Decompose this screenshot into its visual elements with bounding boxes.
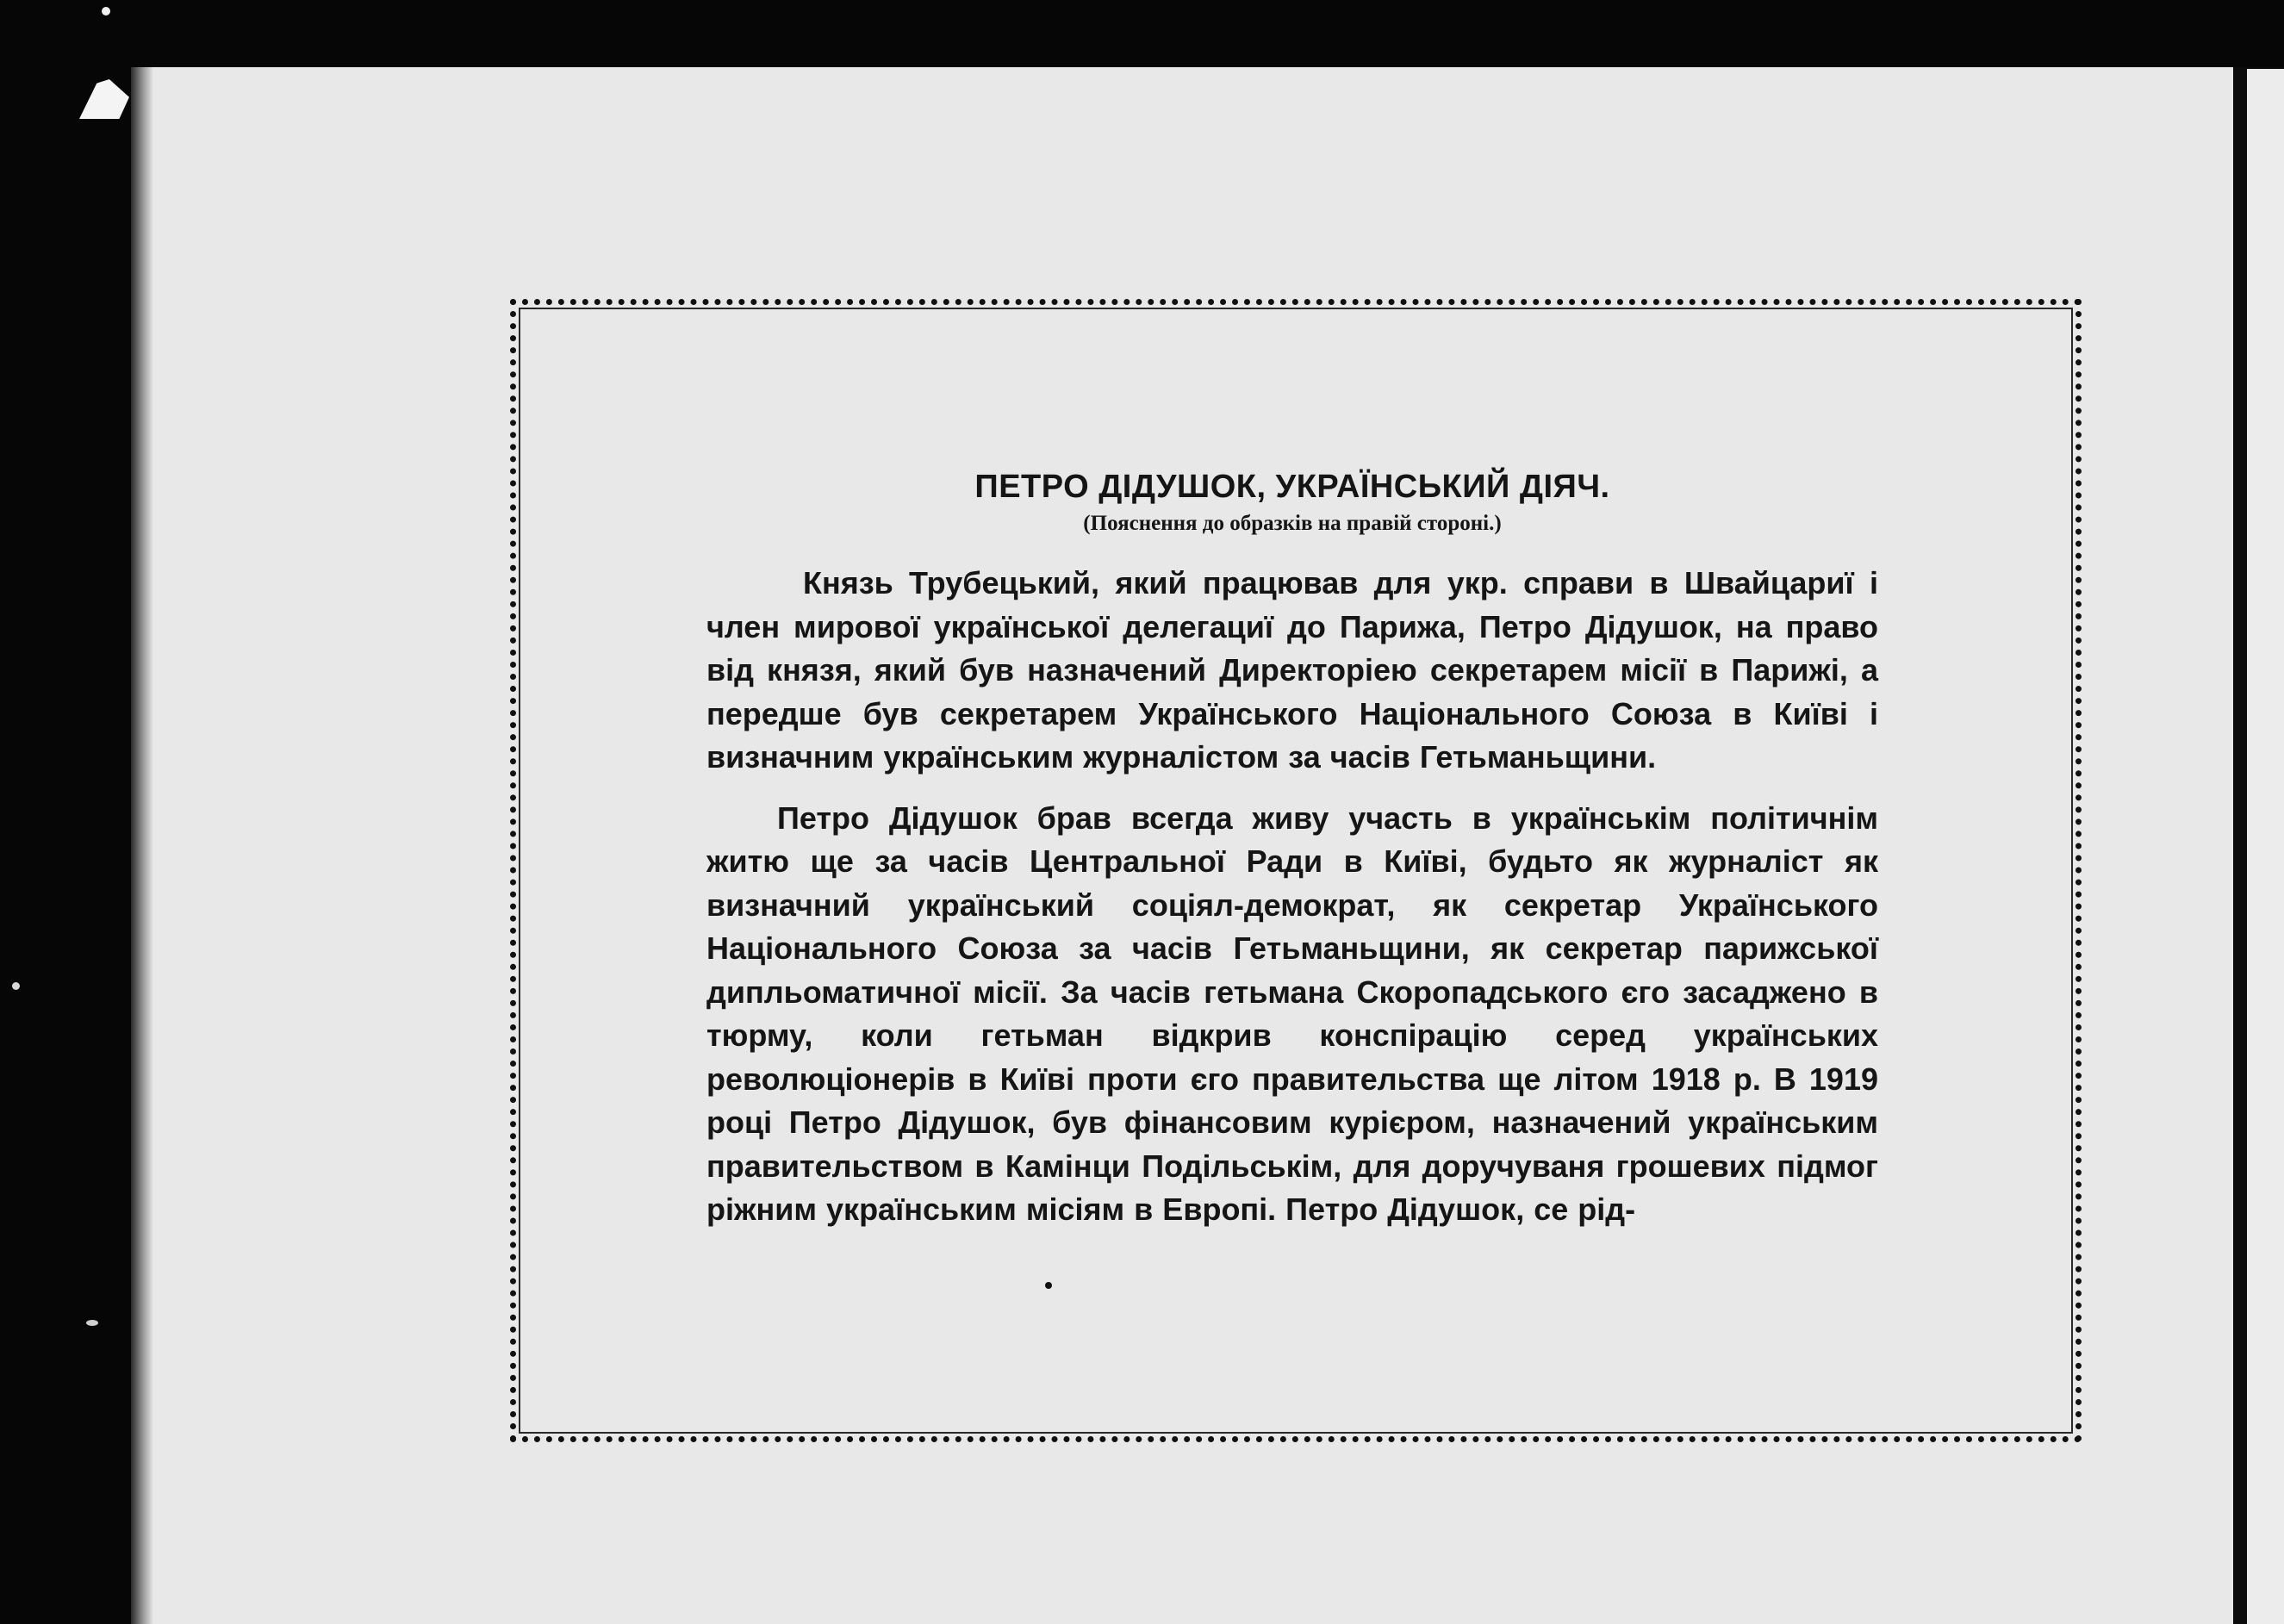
ink-dot: [1045, 1282, 1052, 1289]
paragraph-2: Петро Дідушок брав всегда живу участь в українськім політичнім житю ще за часів Центральної Ради в Київі, будьто як журналіст як визначний український соціял-демократ, як секретар Українського Національного Союза за часів Гетьманьщини, як секретар парижської дипльоматичної місії. За часів гетьмана Скоропадського єго засаджено в тюрму, коли гетьман відкрив конспірацію серед українських революціонерів в Київі проти єго правительства ще літом 1918 р. В 1919 році Петро Дідушок, був фінансовим курієром, назначений українським правительством в Камінци Подільськім, для доручуваня грошевих підмог ріжним українським місіям в Европі. Петро Дідушок, се рід-: [706, 800, 1878, 1227]
article-title: ПЕТРО ДІДУШОК, УКРАЇНСЬКИЙ ДІЯЧ.: [974, 469, 1610, 505]
adjacent-page-edge: [2247, 69, 2284, 1624]
article-subtitle: (Пояснення до образків на правій стороні.): [1083, 512, 1502, 535]
paragraph-1: Князь Трубецький, який працював для укр. справи в Швайцариї і член мирової української делегациї до Парижа, Петро Дідушок, на право від князя, який був назначений Директоріею секретарем місії в Парижі, а передше був секретарем Українського Національного Союза в Київі і визначним українським журналістом за часів Гетьманьщини.: [706, 565, 1878, 775]
page-binding-shadow: [131, 67, 153, 1624]
scan-artifact: [79, 79, 129, 119]
scan-speck: [12, 982, 20, 990]
scan-speck: [86, 1320, 98, 1326]
scan-speck: [102, 7, 110, 16]
article: [706, 465, 1878, 1249]
